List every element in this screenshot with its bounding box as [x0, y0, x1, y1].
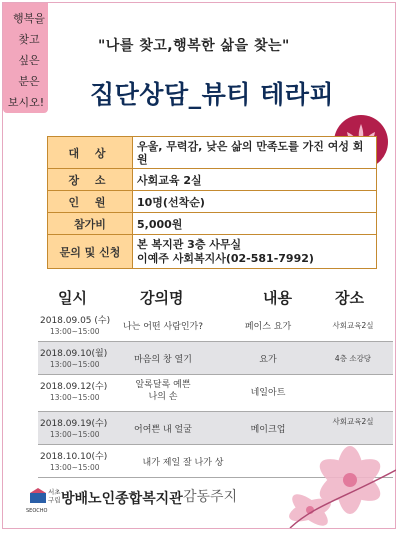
- footer-logo-icon: [28, 487, 48, 507]
- session-place: 사회교육2실: [332, 321, 374, 330]
- contact-location: 본 복지관 3층 사무실: [137, 237, 242, 251]
- tagline-line: 보시오!: [7, 96, 45, 109]
- footer-small-text: [48, 488, 61, 504]
- page-title: 집단상담_뷰티 테라피: [90, 80, 335, 109]
- info-label: 참가비: [48, 213, 133, 235]
- session-place: 사회교육2실: [332, 417, 374, 426]
- info-value: 우울, 무력감, 낮은 삶의 만족도를 가진 여성 회원: [133, 137, 377, 169]
- tagline-line: 분은: [18, 75, 40, 88]
- tagline-line: 찾고: [18, 33, 40, 46]
- session-content: 페이스 요가: [244, 322, 292, 332]
- session-date: 2018.09.12(수): [40, 382, 108, 392]
- col-lecture-header: 강의명: [140, 289, 184, 307]
- organization-name: 방배노인종합복지관: [61, 491, 183, 507]
- pink-flower-decoration: [270, 410, 396, 528]
- session-lecture: 나는 어떤 사람인가?: [122, 322, 204, 332]
- session-date: 2018.09.05 (수): [40, 316, 111, 326]
- contact-person: 이예주 사회복지사(02-581-7992): [137, 251, 314, 265]
- tagline-line: 행복을: [13, 12, 45, 25]
- subtitle: "나를 찾고,행복한 삶을 찾는": [98, 38, 290, 54]
- schedule-header: [40, 287, 390, 307]
- session-time: 13:00~15:00: [50, 463, 100, 472]
- info-value: 사회교육 2실: [133, 169, 377, 191]
- footer-district: 서초: [48, 488, 61, 496]
- session-content: 요가: [259, 355, 277, 365]
- col-place-header: 장소: [335, 289, 364, 307]
- session-time: 13:00~15:00: [50, 393, 100, 402]
- session-date: 2018.10.10(수): [40, 452, 108, 462]
- session-lecture: 마음의 창 열기: [134, 355, 192, 365]
- info-label: 문의 및 신청: [48, 235, 133, 269]
- schedule-row: [38, 342, 393, 375]
- session-place: 4층 소강당: [334, 354, 372, 363]
- footer-district-sub: 구립: [48, 496, 61, 504]
- session-date: 2018.09.10(월): [40, 349, 108, 359]
- schedule-row: [38, 375, 393, 412]
- session-time: 13:00~15:00: [50, 360, 100, 369]
- info-row: [48, 235, 377, 269]
- info-value: 5,000원: [133, 213, 377, 235]
- info-label: 인 원: [48, 191, 133, 213]
- info-value: [133, 235, 377, 269]
- info-label: 대 상: [48, 137, 133, 169]
- info-label: 장 소: [48, 169, 133, 191]
- info-value: 10명(선착순): [133, 191, 377, 213]
- program-info-table: [47, 136, 377, 269]
- session-lecture: 내가 제일 잘 나가 상: [142, 458, 224, 468]
- session-content: 네일아트: [250, 388, 286, 398]
- organization-slogan: 감동주지: [183, 489, 238, 505]
- session-time: 13:00~15:00: [50, 327, 100, 336]
- session-content: 메이크업: [250, 425, 286, 435]
- schedule-row: [38, 309, 393, 342]
- session-time: 13:00~15:00: [50, 430, 100, 439]
- info-row: [48, 169, 377, 191]
- info-row: [48, 137, 377, 169]
- col-date-header: 일시: [58, 289, 87, 307]
- col-content-header: 내용: [263, 289, 292, 307]
- info-row: [48, 191, 377, 213]
- tagline-badge: [3, 3, 48, 113]
- info-row: [48, 213, 377, 235]
- session-lecture: 알록달록 예쁜 나의 손: [135, 380, 191, 402]
- session-date: 2018.09.19(수): [40, 419, 108, 429]
- logo-caption: SEOCHO: [26, 508, 48, 514]
- tagline-line: 싶은: [18, 54, 40, 67]
- session-lecture: 어여쁜 내 얼굴: [134, 425, 192, 435]
